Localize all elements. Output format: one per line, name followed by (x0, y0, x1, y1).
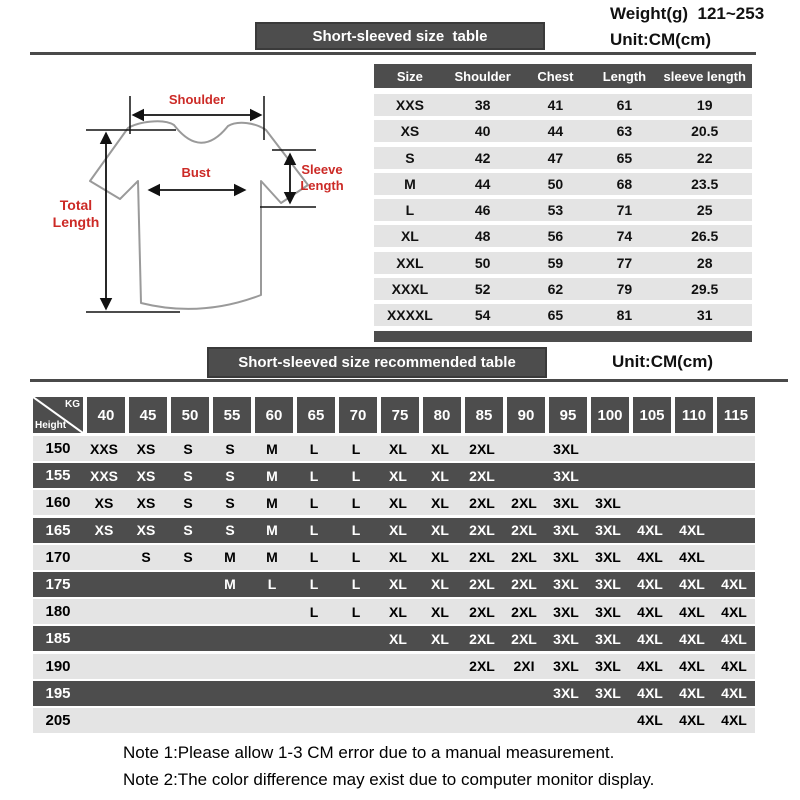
kg-column-header: 100 (591, 397, 629, 433)
size-table-footer-bar (374, 331, 752, 342)
recommend-size-cell: 3XL (595, 630, 621, 647)
recommend-size-cell: 3XL (553, 658, 579, 674)
size-table-cell: 38 (474, 97, 491, 113)
recommend-size-cell: L (351, 522, 361, 539)
recommend-size-cell: 4XL (679, 522, 705, 539)
size-table-title-bar (255, 22, 545, 50)
size-table-cell: 63 (616, 123, 633, 140)
size-table-column-header: Size (396, 68, 423, 84)
height-cell: 175 (45, 575, 71, 593)
recommend-size-cell: 4XL (637, 685, 663, 702)
recommend-size-cell: XL (431, 603, 449, 620)
size-table-cell: 41 (547, 97, 564, 113)
size-table-cell: 65 (547, 307, 564, 324)
recommend-size-cell: 2XI (513, 658, 535, 674)
recommend-size-cell: 3XL (595, 576, 621, 593)
recommend-size-cell: XL (431, 440, 449, 457)
recommend-table-title-bar (207, 347, 547, 378)
recommend-table-title: Short-sleeved size recommended table (238, 354, 516, 371)
recommend-table-row (33, 572, 755, 597)
recommend-size-cell: 4XL (679, 712, 705, 729)
kg-column-header: 75 (381, 397, 419, 433)
recommend-size-cell: 2XL (469, 440, 495, 457)
recommend-size-cell: M (266, 522, 278, 539)
size-table-cell: 47 (547, 149, 564, 166)
divider-line-middle (30, 379, 788, 382)
recommend-size-cell: 2XL (469, 658, 495, 674)
recommend-size-cell: 3XL (553, 522, 579, 539)
size-table-cell: 54 (474, 307, 491, 324)
recommend-size-cell: L (351, 549, 361, 566)
kg-column-header: 60 (255, 397, 293, 433)
recommend-size-cell: XL (389, 440, 407, 457)
sleeve-length-label-line2: Length (300, 178, 344, 193)
recommend-size-cell: XL (431, 576, 449, 593)
recommend-size-cell: L (309, 603, 319, 620)
recommend-size-cell: M (266, 494, 278, 511)
size-table-column-header: Length (602, 68, 647, 84)
size-table-cell: 25 (696, 202, 713, 219)
size-table-cell: 19 (696, 97, 713, 113)
recommend-size-cell: L (351, 603, 361, 620)
recommend-size-cell: 2XL (469, 549, 495, 566)
recommend-table-row (33, 708, 755, 733)
recommend-size-cell: XL (389, 576, 407, 593)
size-table-cell: 74 (616, 228, 633, 245)
recommend-size-cell: XS (136, 467, 156, 484)
size-table-cell: 61 (616, 97, 633, 113)
unit-label-bottom: Unit:CM(cm) (612, 352, 714, 371)
height-cell: 190 (45, 657, 71, 675)
recommend-size-cell: 4XL (721, 658, 747, 674)
recommend-size-cell: 4XL (637, 603, 663, 620)
recommend-size-cell: 2XL (511, 576, 537, 593)
recommend-size-cell: 4XL (721, 576, 747, 593)
recommend-size-cell: 3XL (595, 549, 621, 566)
recommend-size-cell: 4XL (679, 549, 705, 566)
recommend-table-row (33, 599, 755, 624)
kg-column-header: 55 (213, 397, 251, 433)
size-table-cell: 46 (474, 202, 491, 219)
recommend-size-cell: 3XL (595, 494, 621, 511)
recommend-size-cell: 4XL (637, 712, 663, 729)
recommend-size-cell: S (225, 440, 235, 457)
size-table-cell: 50 (474, 254, 491, 271)
recommend-size-cell: M (224, 549, 236, 566)
size-table-cell: 20.5 (691, 123, 719, 140)
recommend-size-cell: 2XL (511, 630, 537, 647)
recommend-size-cell: 3XL (553, 630, 579, 647)
size-table-cell: 81 (616, 307, 633, 324)
recommend-size-cell: XXS (89, 467, 118, 484)
kg-column-header: 45 (129, 397, 167, 433)
size-table-cell: 23.5 (691, 175, 719, 192)
kg-column-header: 90 (507, 397, 545, 433)
kg-height-corner-cell (33, 397, 83, 433)
size-table-row (374, 120, 752, 142)
recommend-size-cell: 4XL (679, 603, 705, 620)
size-table-cell: 40 (474, 123, 491, 140)
size-table-column-header: sleeve length (663, 68, 746, 84)
recommend-size-cell: S (183, 467, 193, 484)
recommend-size-cell: XL (431, 522, 449, 539)
recommend-size-cell: 2XL (511, 603, 537, 620)
kg-column-header: 70 (339, 397, 377, 433)
kg-column-header: 40 (87, 397, 125, 433)
size-table-row (374, 252, 752, 274)
size-table-row (374, 173, 752, 195)
size-table-column-header: Shoulder (454, 68, 511, 84)
kg-column-header: 95 (549, 397, 587, 433)
size-table-cell: 62 (547, 281, 564, 298)
note-1: Note 1:Please allow 1-3 CM error due to a manual measurement. (123, 743, 615, 762)
recommend-size-cell: 3XL (595, 658, 621, 674)
tshirt-diagram (38, 70, 368, 350)
recommend-size-cell: 2XL (469, 467, 495, 484)
size-table-cell: XXL (396, 254, 424, 271)
size-table-cell: 52 (474, 281, 491, 298)
recommend-size-cell: L (309, 440, 319, 457)
recommend-size-cell: 4XL (637, 658, 663, 674)
recommend-size-cell: 4XL (679, 658, 705, 674)
recommend-size-cell: 3XL (553, 440, 579, 457)
size-table-cell: S (405, 149, 415, 166)
size-table-cell: 79 (616, 281, 633, 298)
recommend-size-cell: M (224, 576, 236, 593)
recommend-table-row (33, 518, 755, 543)
height-cell: 170 (45, 548, 71, 566)
recommend-table-rows (33, 436, 755, 733)
recommend-size-cell: 2XL (469, 630, 495, 647)
recommend-size-cell: 4XL (679, 576, 705, 593)
recommend-size-cell: S (183, 494, 193, 511)
weight-label: Weight(g) 121~253 (610, 4, 765, 23)
size-table-row (374, 94, 752, 116)
size-table-cell: 44 (547, 123, 564, 140)
recommend-size-cell: 2XL (469, 576, 495, 593)
recommend-size-cell: 2XL (511, 494, 537, 511)
recommend-size-cell: XL (431, 549, 449, 566)
recommend-size-cell: 4XL (637, 576, 663, 593)
size-table-cell: 56 (547, 228, 564, 245)
size-table-cell: XXXXL (386, 307, 433, 324)
recommend-size-cell: 3XL (595, 603, 621, 620)
size-table-cell: 59 (547, 254, 564, 271)
size-table-title: Short-sleeved size table (312, 27, 488, 45)
recommend-size-cell: XL (389, 603, 407, 620)
note-2: Note 2:The color difference may exist due to computer monitor display. (123, 770, 655, 789)
recommend-size-cell: S (183, 440, 193, 457)
kg-column-header: 50 (171, 397, 209, 433)
recommend-size-cell: 3XL (595, 685, 621, 702)
size-table-cell: 68 (616, 175, 633, 192)
height-cell: 155 (45, 467, 71, 485)
recommend-size-cell: 3XL (553, 494, 579, 511)
size-table-header-row (374, 64, 752, 88)
recommend-size-cell: 2XL (469, 522, 495, 539)
height-cell: 180 (45, 603, 71, 621)
recommend-size-cell: S (183, 522, 193, 539)
kg-column-header: 65 (297, 397, 335, 433)
height-cell: 185 (45, 630, 71, 648)
size-table-column-header: Chest (537, 68, 574, 84)
recommend-size-cell: 4XL (679, 685, 705, 702)
recommend-size-cell: 4XL (637, 522, 663, 539)
recommend-table-row (33, 436, 755, 461)
size-table-row (374, 225, 752, 247)
recommend-size-cell: L (309, 494, 319, 511)
recommend-size-cell: 3XL (553, 603, 579, 620)
size-table-cell: 29.5 (691, 281, 719, 298)
total-length-label-line1: Total (59, 197, 93, 213)
size-table-cell: XXS (395, 97, 424, 113)
size-table-cell: 65 (616, 149, 633, 166)
recommend-size-cell: 4XL (721, 603, 747, 620)
recommend-size-cell: L (309, 522, 319, 539)
total-length-label-line2: Length (52, 214, 100, 230)
recommend-size-cell: 4XL (721, 685, 747, 702)
recommend-size-cell: L (351, 494, 361, 511)
size-table-cell: 42 (474, 149, 491, 166)
recommend-table-row (33, 654, 755, 679)
size-table-row (374, 147, 752, 169)
recommend-size-cell: XL (431, 630, 449, 647)
height-cell: 205 (45, 711, 71, 729)
size-table-cell: 22 (696, 149, 713, 166)
size-table-cell: 31 (696, 307, 713, 324)
recommend-size-cell: XL (389, 467, 407, 484)
size-table-cell: 44 (474, 175, 491, 192)
recommend-table-row (33, 681, 755, 706)
recommend-size-cell: M (266, 440, 278, 457)
recommend-size-cell: S (225, 467, 235, 484)
divider-line-top (30, 52, 756, 55)
unit-label-top: Unit:CM(cm) (610, 30, 712, 49)
kg-column-header: 85 (465, 397, 503, 433)
recommend-size-cell: L (267, 576, 277, 593)
recommend-size-cell: XS (136, 522, 156, 539)
recommend-size-cell: S (141, 549, 151, 566)
recommend-size-cell: L (351, 440, 361, 457)
size-table-cell: M (404, 175, 416, 192)
bust-label: Bust (181, 165, 211, 180)
recommend-size-cell: XS (94, 494, 114, 511)
recommend-table-header-row (33, 397, 755, 433)
recommend-size-cell: 2XL (469, 494, 495, 511)
kg-column-header: 80 (423, 397, 461, 433)
kg-column-header: 115 (717, 397, 755, 433)
recommend-table-row (33, 463, 755, 488)
recommend-size-cell: XS (136, 440, 156, 457)
recommend-size-cell: M (266, 467, 278, 484)
recommend-size-cell: 3XL (553, 467, 579, 484)
recommend-table-row (33, 626, 755, 651)
size-table-cell: 53 (547, 202, 564, 219)
height-label: Height (35, 420, 67, 431)
height-cell: 160 (45, 494, 71, 512)
recommend-size-cell: L (351, 467, 361, 484)
recommend-table-row (33, 545, 755, 570)
height-cell: 150 (45, 440, 71, 457)
height-cell: 195 (45, 684, 71, 702)
recommend-size-cell: 3XL (553, 549, 579, 566)
recommend-size-cell: S (225, 522, 235, 539)
recommend-size-cell: XL (431, 494, 449, 511)
size-table-cell: 50 (547, 175, 564, 192)
recommend-size-cell: 4XL (721, 630, 747, 647)
recommend-size-cell: 3XL (595, 522, 621, 539)
size-table-cell: 26.5 (691, 228, 719, 245)
size-table-cell: XXXL (391, 281, 429, 298)
recommend-size-cell: L (309, 576, 319, 593)
recommend-size-cell: XS (94, 522, 114, 539)
size-table-cell: 77 (616, 254, 633, 271)
size-table-cell: XS (400, 123, 420, 140)
recommend-size-cell: XL (389, 630, 407, 647)
recommend-size-cell: 2XL (469, 603, 495, 620)
kg-label: KG (65, 399, 80, 410)
recommend-size-cell: 4XL (637, 549, 663, 566)
recommend-size-cell: 3XL (553, 685, 579, 702)
size-table-row (374, 304, 752, 326)
recommend-size-cell: XL (389, 522, 407, 539)
size-table-row (374, 199, 752, 221)
sleeve-length-label-line1: Sleeve (301, 162, 343, 177)
size-table-cell: L (405, 202, 415, 219)
recommend-size-cell: L (351, 576, 361, 593)
size-table (374, 64, 752, 342)
recommend-table-row (33, 490, 755, 515)
recommend-size-cell: XXS (89, 440, 118, 457)
size-table-rows (374, 94, 752, 326)
recommend-size-cell: 2XL (511, 522, 537, 539)
recommend-size-cell: 4XL (679, 630, 705, 647)
recommend-size-cell: XL (389, 494, 407, 511)
height-cell: 165 (45, 521, 71, 539)
size-table-cell: 28 (696, 254, 713, 271)
recommend-size-cell: XL (431, 467, 449, 484)
kg-column-header: 110 (675, 397, 713, 433)
recommend-size-cell: S (183, 549, 193, 566)
recommend-size-cell: XL (389, 549, 407, 566)
size-table-row (374, 278, 752, 300)
size-table-cell: XL (400, 228, 419, 245)
recommend-size-cell: L (309, 549, 319, 566)
size-table-cell: 71 (616, 202, 633, 219)
recommend-size-cell: 4XL (637, 630, 663, 647)
size-table-cell: 48 (474, 228, 491, 245)
recommend-size-cell: M (266, 549, 278, 566)
recommend-size-cell: XS (136, 494, 156, 511)
shoulder-label: Shoulder (168, 92, 226, 107)
kg-column-header: 105 (633, 397, 671, 433)
recommend-size-cell: S (225, 494, 235, 511)
recommend-size-cell: 2XL (511, 549, 537, 566)
recommend-size-cell: 4XL (721, 712, 747, 729)
recommend-size-cell: 3XL (553, 576, 579, 593)
recommend-table (33, 397, 755, 735)
recommend-size-cell: L (309, 467, 319, 484)
